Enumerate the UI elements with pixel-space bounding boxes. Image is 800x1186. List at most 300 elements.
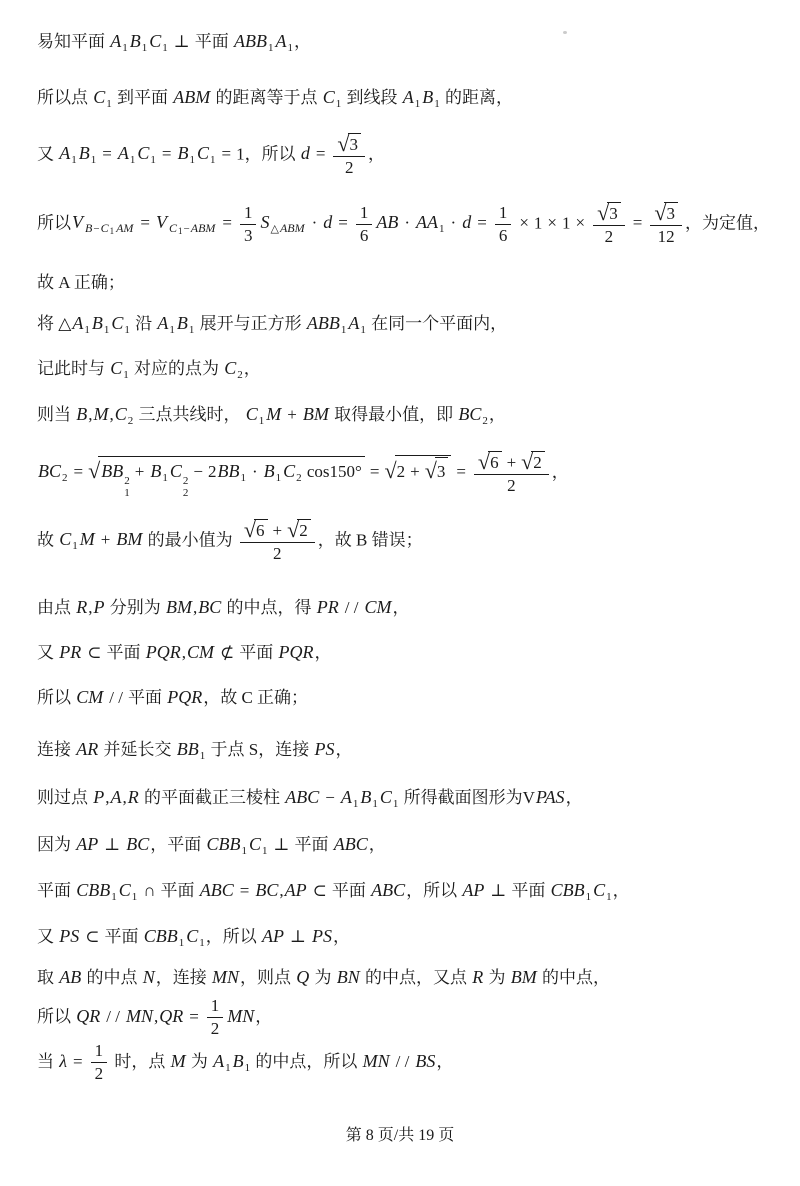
text-token: 到平面 <box>112 88 173 107</box>
text-token: , <box>109 405 114 424</box>
text-token: 2 <box>62 472 68 485</box>
variable-token: ABM <box>190 221 216 236</box>
text-token: 1 <box>210 996 220 1015</box>
text-line-21 <box>37 1041 784 1085</box>
text-token: 三点共线时， <box>134 405 245 424</box>
variable-token: CM <box>76 687 104 707</box>
text-token: 的中点 <box>82 968 142 987</box>
variable-token: ABC <box>333 834 368 854</box>
square-root <box>478 450 502 473</box>
text-token: ，平面 <box>150 835 206 854</box>
variable-token: M <box>266 404 282 424</box>
variable-token: PS <box>314 739 335 759</box>
variable-token: C <box>322 87 335 107</box>
text-line-1 <box>37 28 784 61</box>
operator-token: ⊥ <box>104 835 121 854</box>
text-token: 当 <box>37 1051 59 1071</box>
text-token: 2 <box>533 453 542 472</box>
variable-token: C <box>196 143 209 164</box>
variable-token: MN <box>212 967 240 987</box>
text-token: ， <box>294 32 312 51</box>
operator-token: / / <box>395 1051 410 1071</box>
variable-token: B <box>91 313 103 333</box>
fraction <box>474 450 549 497</box>
variable-token: PS <box>59 926 80 946</box>
text-token: 平面 <box>239 643 278 662</box>
variable-token: A <box>275 31 287 51</box>
text-token: 2 <box>182 475 189 488</box>
text-line-6 <box>37 310 784 343</box>
subscript <box>71 154 78 166</box>
text-token: − <box>93 223 100 236</box>
text-line-12 <box>37 639 784 666</box>
radicand <box>607 202 621 224</box>
text-token: 1 <box>360 324 366 336</box>
variable-token: PAS <box>535 787 565 807</box>
text-token: ，故 B 错误； <box>317 530 423 550</box>
text-token: 的距离， <box>440 88 514 107</box>
variable-token: C <box>379 787 392 807</box>
text-token: 的中点，又点 <box>360 968 472 987</box>
text-token: , <box>105 788 110 807</box>
variable-token: BS <box>415 1050 436 1071</box>
text-token: 对应的点为 <box>129 359 224 378</box>
variable-token: P <box>93 597 105 617</box>
variable-token: MN <box>227 1005 255 1026</box>
operator-token: ⊂ <box>87 643 102 662</box>
variable-token: QR <box>159 1005 184 1026</box>
subscript <box>262 845 269 857</box>
radical-sign: √ <box>88 458 101 484</box>
text-token: 平面 <box>160 881 199 900</box>
variable-token: AA <box>416 212 439 233</box>
page-number-footer: 第 8 页/共 19 页 <box>345 1127 455 1144</box>
text-token: 1 <box>94 1041 104 1060</box>
square-root <box>88 456 365 499</box>
text-token: 1 <box>258 415 265 427</box>
text-token: 1 <box>275 472 282 485</box>
text-token: ，为定值， <box>684 213 770 233</box>
variable-token: BC <box>38 461 62 482</box>
text-token: 故 A 正确； <box>37 273 125 292</box>
text-token: ，连接 <box>155 968 212 987</box>
text-line-10 <box>37 518 784 565</box>
operator-token: + <box>134 462 145 482</box>
variable-token: A <box>213 1050 225 1071</box>
text-token: 1 <box>241 845 248 857</box>
text-line-16 <box>37 831 784 864</box>
text-token: , <box>153 1006 159 1026</box>
operator-token: = <box>102 144 112 164</box>
fraction <box>207 996 224 1040</box>
variable-token: B <box>232 1050 244 1071</box>
sub-sup-stack <box>124 476 130 499</box>
square-root <box>384 455 451 485</box>
text-token: 1 <box>141 42 148 54</box>
subscript <box>84 324 91 336</box>
text-token: 故 <box>37 530 59 550</box>
variable-token: AM <box>116 221 134 236</box>
text-line-2 <box>37 84 784 117</box>
fraction <box>91 1041 108 1085</box>
radicand <box>531 451 545 473</box>
text-token: 时，点 <box>110 1051 170 1071</box>
text-token: 为 <box>310 968 336 987</box>
variable-token: BN <box>336 967 360 987</box>
variable-token: R <box>76 597 88 617</box>
text-token: 2 <box>396 462 406 482</box>
radicand <box>254 519 268 541</box>
text-token: △ <box>58 314 72 333</box>
operator-token: ⊄ <box>220 643 235 662</box>
text-token: 1 <box>122 42 128 54</box>
text-token: 则当 <box>37 405 76 424</box>
subscript <box>270 223 306 235</box>
text-token: 的中点，所以 <box>251 1051 362 1071</box>
variable-token: A <box>157 313 169 333</box>
operator-token: × <box>519 213 529 233</box>
text-token: cos150° <box>302 462 362 482</box>
variable-token: CBB <box>550 880 585 900</box>
operator-token: = <box>221 144 232 164</box>
subscript <box>372 798 379 810</box>
text-token: 平面 <box>331 881 371 900</box>
square-root <box>597 201 621 224</box>
variable-token: B <box>176 313 188 333</box>
text-line-3 <box>37 132 784 179</box>
text-token: 2 <box>604 227 614 247</box>
variable-token: C <box>283 461 296 482</box>
variable-token: BC <box>126 834 150 854</box>
text-token: 12 <box>657 227 675 247</box>
variable-token: M <box>170 1050 186 1071</box>
subscript <box>225 1062 232 1074</box>
operator-token: + <box>410 462 420 482</box>
text-token: 则过点 <box>37 788 93 807</box>
variable-token: C <box>111 313 124 333</box>
text-token: ， <box>436 1051 454 1071</box>
text-token: 的平面截正三棱柱 <box>139 788 285 807</box>
variable-token: A <box>402 87 414 107</box>
text-token: , <box>88 405 93 424</box>
text-line-5 <box>37 270 784 296</box>
text-token: 取 <box>37 968 59 987</box>
variable-token: M <box>93 404 109 424</box>
variable-token: ABC <box>285 787 320 807</box>
fraction-denominator <box>240 225 257 246</box>
text-token: ，则点 <box>240 968 296 987</box>
text-token: ， <box>335 740 353 759</box>
variable-token: B <box>177 143 189 164</box>
operator-token: − <box>193 462 203 482</box>
subscript <box>84 223 135 235</box>
text-line-18 <box>37 923 784 956</box>
text-token: 并延长交 <box>99 740 176 759</box>
variable-token: AP <box>284 880 307 900</box>
variable-token: Q <box>296 967 310 987</box>
text-token: ，所以 <box>406 881 462 900</box>
subscript <box>169 324 176 336</box>
fraction-numerator <box>240 518 315 543</box>
fraction-numerator <box>91 1041 108 1063</box>
text-token: 平面 <box>106 643 145 662</box>
square-root <box>337 132 361 155</box>
text-token: ， <box>243 359 261 378</box>
operator-token: ⊥ <box>290 927 307 946</box>
variable-token: BB <box>101 461 124 482</box>
fraction-denominator <box>341 157 358 178</box>
variable-token: C <box>114 404 127 424</box>
variable-token: AP <box>76 834 99 854</box>
text-token: 易知平面 <box>37 32 110 51</box>
text-token: , <box>181 643 186 662</box>
operator-token: · <box>311 213 318 233</box>
variable-token: AB <box>376 212 399 233</box>
text-token: 1 <box>340 324 347 336</box>
subscript <box>122 42 129 54</box>
text-token: 沿 <box>130 314 157 333</box>
text-token: 分别为 <box>105 598 165 617</box>
variable-token: C <box>245 404 258 424</box>
radical-sign: √ <box>337 131 350 156</box>
square-root <box>244 518 268 541</box>
variable-token: C <box>59 529 72 550</box>
text-token: ，所以 <box>205 927 262 946</box>
variable-token: MN <box>362 1050 390 1071</box>
text-token: 1 <box>188 324 195 336</box>
operator-token: + <box>100 530 111 550</box>
variable-token: PR <box>316 597 339 617</box>
text-token: ， <box>612 881 630 900</box>
square-root <box>287 518 311 541</box>
text-token: − <box>183 223 190 236</box>
variable-token: d <box>300 143 310 164</box>
variable-token: A <box>59 143 71 164</box>
operator-token: / / <box>109 688 123 707</box>
variable-token: B <box>150 461 162 482</box>
text-token: 1 <box>103 324 110 336</box>
text-token: 2 <box>344 158 354 178</box>
variable-token: A <box>110 787 122 807</box>
square-root <box>654 201 678 224</box>
radical-sign: √ <box>384 458 397 484</box>
variable-token: R <box>127 787 139 807</box>
text-token: 到线段 <box>342 88 402 107</box>
radical-sign: √ <box>477 449 491 474</box>
operator-token: + <box>287 405 297 424</box>
variable-token: C <box>169 221 178 236</box>
fraction-numerator <box>495 203 512 225</box>
text-token: 6 <box>498 225 508 245</box>
variable-token: A <box>340 787 352 807</box>
variable-token: C <box>149 31 162 51</box>
operator-token: ⊂ <box>312 881 327 900</box>
text-token: 1 <box>209 154 216 167</box>
text-token: 1 <box>335 98 342 110</box>
variable-token: B <box>85 221 93 236</box>
text-line-15 <box>37 784 784 817</box>
text-token: 2 <box>296 472 302 485</box>
variable-token: CM <box>187 642 214 662</box>
variable-token: C <box>118 880 131 900</box>
radical-sign: √ <box>597 200 610 225</box>
text-token: 1 <box>178 226 183 237</box>
radical-sign: √ <box>287 517 300 542</box>
text-token: ， <box>368 144 386 164</box>
fraction <box>356 203 373 247</box>
operator-token: = <box>222 213 232 233</box>
variable-token: CBB <box>206 834 241 854</box>
operator-token: / / <box>344 598 359 617</box>
text-token: 1 <box>287 42 294 54</box>
fraction-numerator <box>333 132 365 157</box>
operator-token: ⊥ <box>173 32 190 51</box>
text-token: 展开与正方形 <box>195 314 306 333</box>
text-token: 所以 <box>37 688 76 707</box>
subscript <box>124 488 130 500</box>
fraction-denominator <box>356 225 373 246</box>
operator-token: = <box>189 1006 199 1026</box>
text-token: 于点 S，连接 <box>206 740 314 759</box>
variable-token: PQR <box>278 642 314 662</box>
fraction <box>240 203 257 247</box>
text-line-14 <box>37 736 784 769</box>
text-token: 2 <box>482 415 488 427</box>
text-token: 记此时与 <box>37 359 110 378</box>
variable-token: ABM <box>279 221 305 236</box>
variable-token: C <box>224 358 237 378</box>
fraction-denominator <box>207 1018 224 1039</box>
text-token: 1 <box>585 891 592 903</box>
variable-token: C <box>100 221 109 236</box>
text-token: 1 <box>129 154 136 167</box>
text-token: 平面 <box>127 688 167 707</box>
fraction-numerator <box>240 203 257 225</box>
text-token: ， <box>314 643 332 662</box>
text-line-7 <box>37 355 784 388</box>
text-token: 1 <box>150 154 156 167</box>
text-token: 6 <box>490 453 499 472</box>
fraction-numerator <box>207 996 224 1018</box>
text-token: , <box>122 788 127 807</box>
text-token: ，所以 <box>244 144 300 164</box>
variable-token: M <box>79 529 95 550</box>
text-token: 又 <box>37 927 59 946</box>
text-token: 由点 <box>37 598 76 617</box>
text-token: 的距离等于点 <box>211 88 322 107</box>
variable-token: C <box>110 358 123 378</box>
variable-token: MN <box>125 1005 153 1026</box>
variable-token: BM <box>302 404 329 424</box>
variable-token: BM <box>116 529 143 550</box>
variable-token: R <box>472 967 484 987</box>
variable-token: BC <box>458 404 482 424</box>
variable-token: d <box>323 212 333 233</box>
variable-token: A <box>348 313 360 333</box>
operator-token: · <box>251 462 258 482</box>
subscript <box>189 154 196 166</box>
text-token: 平面 <box>104 927 143 946</box>
fraction-numerator <box>650 201 682 226</box>
text-token: 为 <box>186 1051 213 1071</box>
operator-token: ∩ <box>143 881 156 900</box>
text-token: 1 <box>268 42 274 54</box>
text-token: 取得最小值，即 <box>329 405 458 424</box>
variable-token: BM <box>510 967 537 987</box>
variable-token: PR <box>59 642 82 662</box>
variable-token: P <box>93 787 105 807</box>
text-token: 1 <box>189 154 195 167</box>
text-token: 2 <box>94 1064 104 1084</box>
subscript <box>111 891 118 903</box>
operator-token: ⊥ <box>273 835 290 854</box>
text-token: 1 <box>162 42 168 54</box>
variable-token: B <box>263 461 275 482</box>
fraction <box>333 132 365 179</box>
text-token: , <box>193 598 198 617</box>
radical-sign: √ <box>424 458 437 484</box>
variable-token: QR <box>76 1005 101 1026</box>
operator-token: + <box>506 453 517 472</box>
text-token: 3 <box>609 204 618 223</box>
variable-token: ABM <box>173 87 211 107</box>
text-token: , <box>279 881 284 900</box>
operator-token: × <box>547 213 557 233</box>
variable-token: A <box>72 313 84 333</box>
text-token: 2 <box>237 369 243 381</box>
text-token: 在同一个平面内， <box>366 314 508 333</box>
subscript <box>162 472 169 484</box>
text-token: ， <box>255 1006 273 1026</box>
radicand <box>395 455 452 485</box>
variable-token: C <box>249 834 262 854</box>
radical-sign: √ <box>243 517 256 542</box>
text-token: 1 <box>162 472 168 485</box>
radicand <box>348 133 362 155</box>
fraction-numerator <box>593 201 625 226</box>
variable-token: CM <box>364 597 392 617</box>
variable-token: V <box>156 212 167 233</box>
text-token: 1 <box>225 1061 231 1074</box>
variable-token: BB <box>217 461 240 482</box>
text-token: 1 <box>414 98 421 110</box>
text-token: 1 <box>199 750 206 762</box>
variable-token: ABB <box>234 31 268 51</box>
text-token: 1 <box>262 845 268 857</box>
variable-token: N <box>142 967 155 987</box>
text-line-17 <box>37 877 784 910</box>
text-token: 1 <box>169 324 175 336</box>
radicand <box>98 456 365 499</box>
fraction <box>650 201 682 248</box>
text-token: 连接 <box>37 740 76 759</box>
operator-token: · <box>450 213 457 233</box>
text-token: 6 <box>256 521 265 540</box>
radicand <box>488 451 502 473</box>
text-token: 2 <box>127 415 134 427</box>
variable-token: ABC <box>371 880 406 900</box>
text-token: 1 <box>243 202 253 222</box>
text-token: 的最小值为 <box>143 530 237 550</box>
operator-token: = <box>369 462 380 482</box>
variable-token: λ <box>59 1050 68 1071</box>
operator-token: = <box>161 144 172 164</box>
variable-token: C <box>593 880 606 900</box>
operator-token: ⊂ <box>85 927 100 946</box>
operator-token: / / <box>106 1006 120 1026</box>
text-token: 1 <box>352 798 359 810</box>
text-token: 平面 <box>511 881 550 900</box>
